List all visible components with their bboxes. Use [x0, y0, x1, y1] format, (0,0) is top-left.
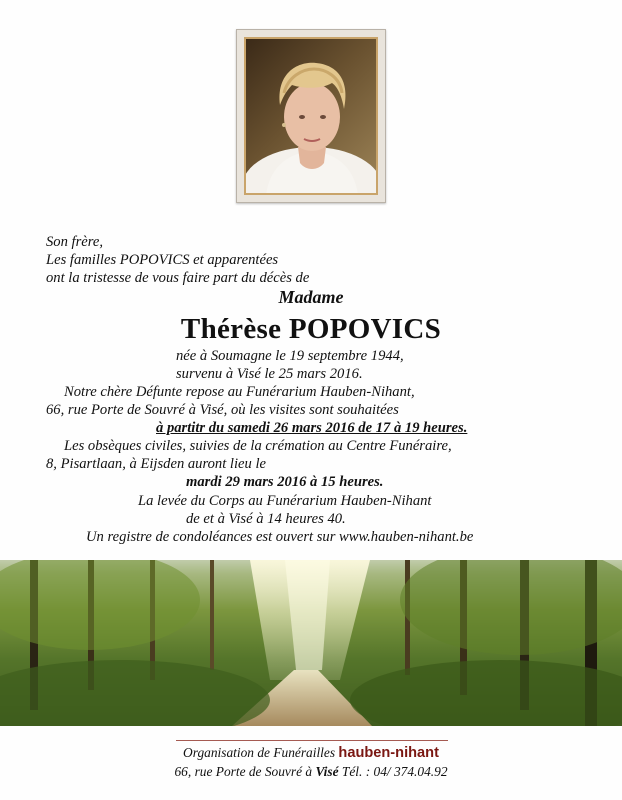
funeral-line-2: 8, Pisartlaan, à Eijsden auront lieu le — [46, 456, 266, 472]
forest-image — [0, 560, 622, 726]
repose-line-1: Notre chère Défunte repose au Funérarium Hauben-Nihant, — [64, 384, 415, 400]
death-line: survenu à Visé le 25 mars 2016. — [176, 366, 363, 382]
intro-line-3: ont la tristesse de vous faire part du décès de — [46, 270, 310, 286]
repose-line-2: 66, rue Porte de Souvré à Visé, où les visites sont souhaitées — [46, 402, 399, 418]
forest-illustration — [0, 560, 622, 726]
funeral-date: mardi 29 mars 2016 à 15 heures. — [186, 474, 384, 490]
footer-organisation — [183, 745, 439, 761]
intro-line-1: Son frère, — [46, 234, 104, 250]
footer-phone: Tél. : 04/ 374.04.92 — [341, 764, 448, 779]
footer-address — [174, 764, 447, 780]
birth-line: née à Soumagne le 19 septembre 1944, — [176, 348, 404, 364]
footer-org-prefix: Organisation de Funérailles — [183, 745, 336, 760]
footer-address-prefix: 66, rue Porte de Souvré à — [174, 764, 313, 779]
brand-logo-text: hauben-nihant — [338, 745, 439, 761]
condolence-register: Un registre de condoléances est ouvert sur www.hauben-nihant.be — [86, 529, 474, 545]
footer-divider — [176, 740, 448, 741]
levee-line-2: de et à Visé à 14 heures 40. — [186, 511, 346, 527]
deceased-name: Thérèse POPOVICS — [180, 313, 442, 345]
levee-line-1: La levée du Corps au Funérarium Hauben-Nihant — [138, 493, 432, 509]
title-madame: Madame — [278, 287, 344, 307]
footer-address-town: Visé — [315, 764, 339, 779]
funeral-line-1: Les obsèques civiles, suivies de la crémation au Centre Funéraire, — [64, 438, 452, 454]
intro-line-2: Les familles POPOVICS et apparentées — [46, 252, 279, 268]
visits-line: à partitr du samedi 26 mars 2016 de 17 à 19 heures. — [156, 420, 468, 436]
